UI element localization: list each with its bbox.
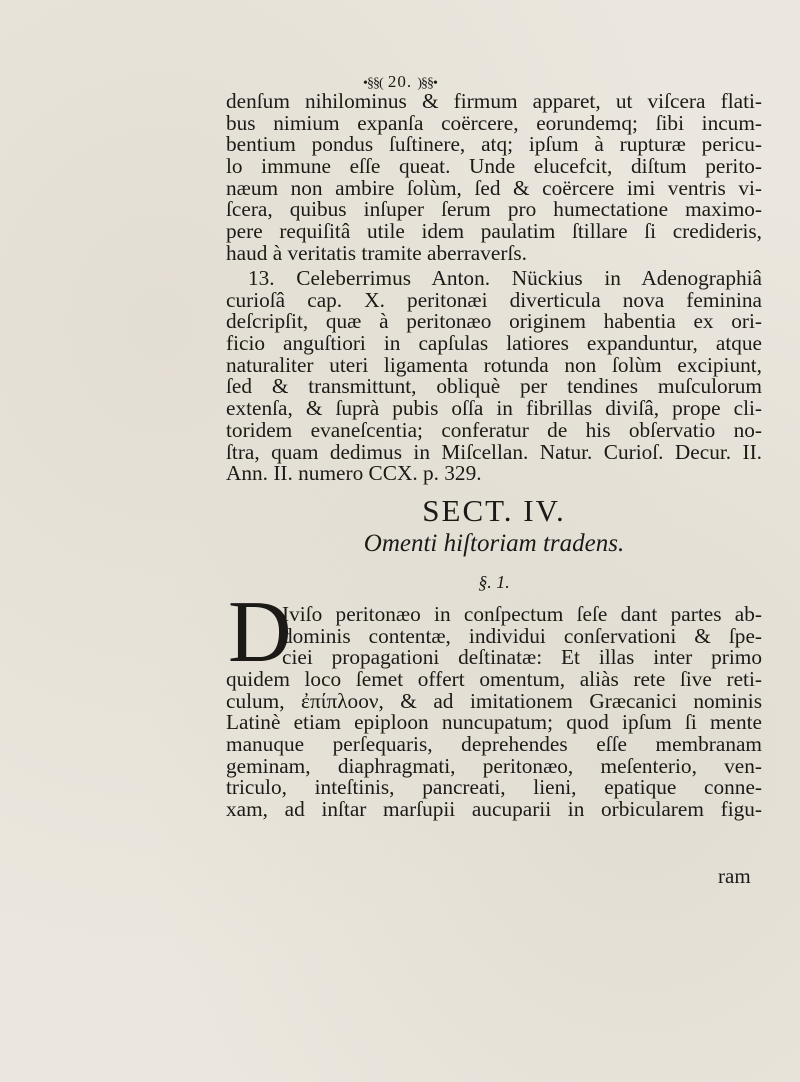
text-line: culum, ἐπίπλοον, & ad imitationem Græcanici nominis — [226, 688, 762, 713]
text-line: triculo, inteſtinis, pancreati, lieni, epatique conne- — [226, 775, 762, 800]
text-line: pere requiſitâ utile idem paulatim ſtillare ſi credideris, — [226, 219, 762, 244]
text-line: toridem evaneſcentia; conferatur de his obſervatio no- — [226, 417, 762, 442]
section-subtitle: Omenti hiſtoriam tradens. — [363, 530, 625, 557]
text-line: haud à veritatis tramite aberraverſs. — [226, 240, 527, 265]
header-ornament-left: •§§( — [363, 76, 383, 91]
text-line: bus nimium expanſa coërcere, eorundemq; ſibi incum- — [226, 110, 762, 135]
paragraph-13 — [226, 268, 762, 485]
text-line: Latinè etiam epiploon nuncupatum; quod ipſum ſi mente — [226, 710, 762, 735]
text-line: bentium pondus ſuſtinere, atq; ipſum à rupturæ pericu- — [226, 132, 762, 157]
text-line: extenſa, & ſuprà pubis oſſa in fibrillas diviſâ, prope cli- — [226, 396, 762, 421]
text-line: ſtra, quam dedimus in Miſcellan. Natur. Curioſ. Decur. II. — [226, 439, 762, 464]
text-line: 13. Celeberrimus Anton. Nückius in Adenographiâ — [248, 266, 762, 290]
paragraph-mark: §. 1. — [478, 572, 510, 592]
text-line: ſed & transmittunt, obliquè per tendines muſculorum — [226, 374, 762, 399]
header-ornament-right: )§§• — [417, 76, 437, 91]
section-title: SECT. IV. — [422, 493, 566, 528]
paragraph-continued — [226, 91, 762, 265]
text-line: dominis contentæ, individui conſervationi & ſpe- — [282, 623, 762, 648]
text-line: naturaliter uteri ligamenta rotunda non ſolùm excipiunt, — [226, 352, 762, 377]
text-line: næum non ambire ſolùm, ſed & coërcere imi ventris vi- — [226, 175, 762, 200]
text-line: ſcera, quibus inſuper ſerum pro humectatione maximo- — [226, 197, 762, 222]
text-line: ciei propagationi deſtinatæ: Et illas inter primo — [282, 645, 762, 670]
paragraph-1-body — [226, 669, 762, 821]
text-line: deſcripſit, quæ à peritonæo originem habentia ex ori- — [226, 309, 762, 334]
text-line: Iviſo peritonæo in conſpectum ſeſe dant partes ab- — [282, 602, 762, 626]
text-line: quidem loco ſemet offert omentum, aliàs rete ſive reti- — [226, 667, 762, 691]
text-line: Ann. II. numero CCX. p. 329. — [226, 461, 482, 486]
text-line: geminam, diaphragmati, peritonæo, meſenterio, ven- — [226, 753, 762, 778]
catchword: ram — [718, 864, 751, 888]
paragraph-1-opening — [226, 604, 762, 669]
text-line: lo immune eſſe queat. Unde elucefcit, diſtum perito- — [226, 154, 762, 179]
text-line: xam, ad inſtar marſupii aucuparii in orbicularem figu- — [226, 797, 762, 822]
text-line: manuque perſequaris, deprehendes eſſe membranam — [226, 732, 762, 757]
drop-capital: D — [228, 584, 292, 681]
page-number: 20. — [387, 72, 413, 91]
text-line: curioſâ cap. X. peritonæi diverticula nova feminina — [226, 287, 762, 312]
text-line: denſum nihilominus & firmum apparet, ut viſcera flati- — [226, 89, 762, 113]
text-line: ficio anguſtiori in capſulas latiores expanduntur, atque — [226, 331, 762, 356]
